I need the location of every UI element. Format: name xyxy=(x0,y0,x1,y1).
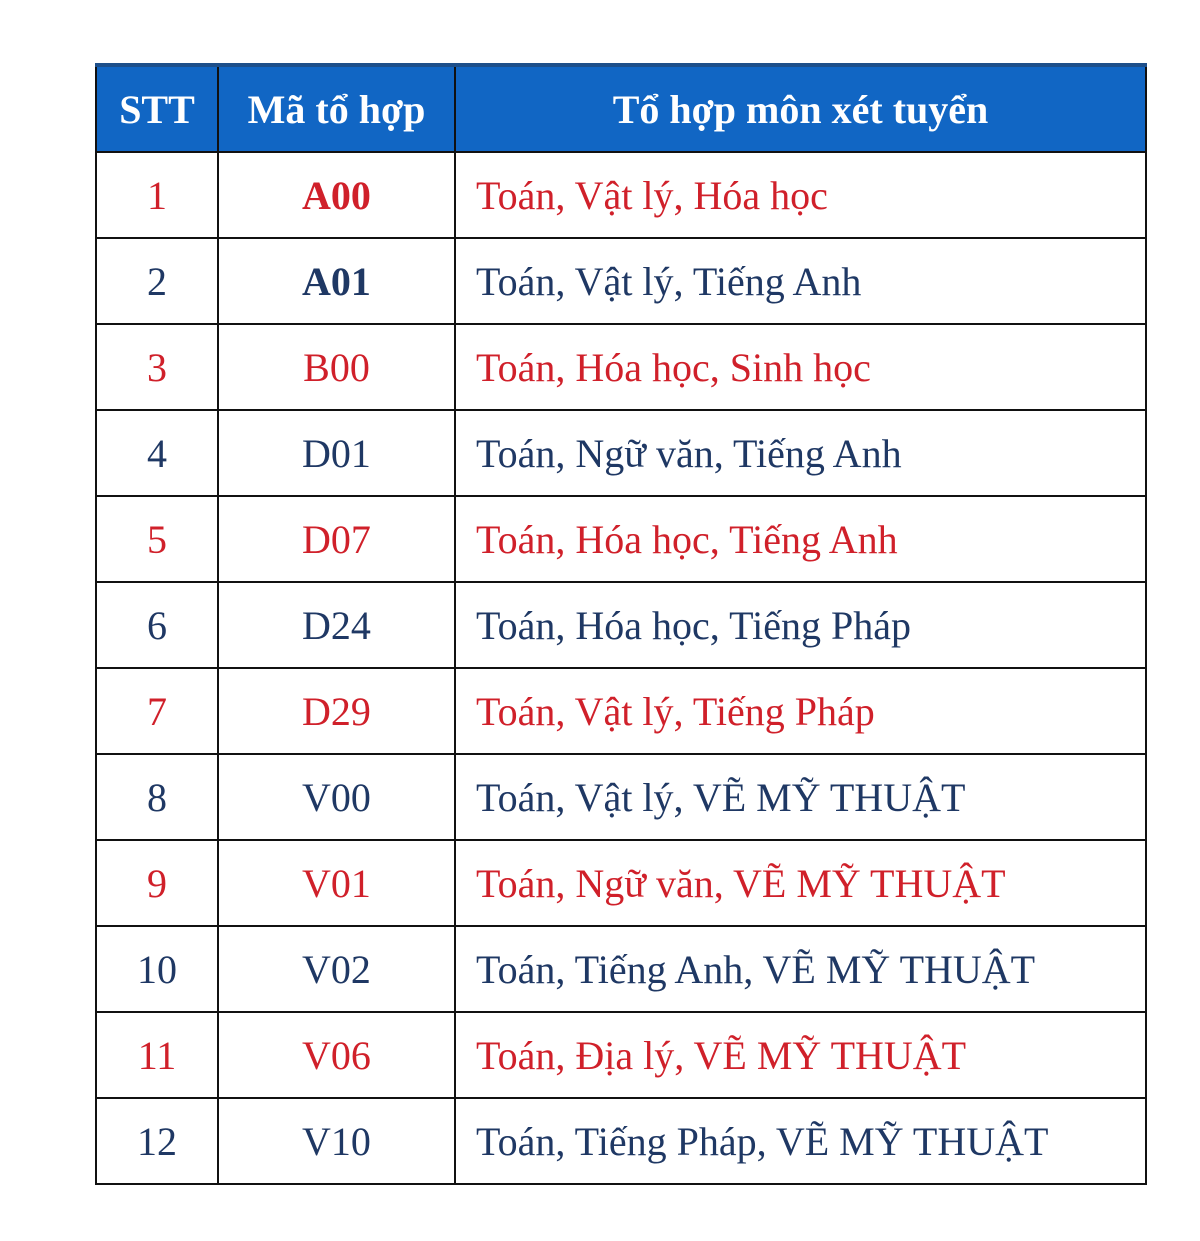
table-row xyxy=(96,1098,1146,1184)
cell-subjects: Toán, Ngữ văn, VẼ MỸ THUẬT xyxy=(455,840,1146,926)
cell-code: V01 xyxy=(218,840,455,926)
cell-code: A00 xyxy=(218,152,455,238)
cell-subjects: Toán, Vật lý, Hóa học xyxy=(455,152,1146,238)
cell-subjects: Toán, Vật lý, Tiếng Pháp xyxy=(455,668,1146,754)
cell-stt: 12 xyxy=(96,1098,218,1184)
cell-code: V06 xyxy=(218,1012,455,1098)
cell-code: V02 xyxy=(218,926,455,1012)
table-row xyxy=(96,324,1146,410)
cell-subjects: Toán, Tiếng Pháp, VẼ MỸ THUẬT xyxy=(455,1098,1146,1184)
cell-subjects: Toán, Hóa học, Tiếng Pháp xyxy=(455,582,1146,668)
cell-subjects: Toán, Hóa học, Tiếng Anh xyxy=(455,496,1146,582)
table-header xyxy=(96,65,1146,152)
cell-stt: 7 xyxy=(96,668,218,754)
cell-subjects: Toán, Vật lý, VẼ MỸ THUẬT xyxy=(455,754,1146,840)
table-row xyxy=(96,496,1146,582)
header-stt: STT xyxy=(96,65,218,152)
table-row xyxy=(96,840,1146,926)
header-subjects: Tổ hợp môn xét tuyển xyxy=(455,65,1146,152)
cell-stt: 3 xyxy=(96,324,218,410)
cell-code: A01 xyxy=(218,238,455,324)
cell-stt: 11 xyxy=(96,1012,218,1098)
header-code: Mã tổ hợp xyxy=(218,65,455,152)
cell-subjects: Toán, Tiếng Anh, VẼ MỸ THUẬT xyxy=(455,926,1146,1012)
table-row xyxy=(96,1012,1146,1098)
cell-code: D24 xyxy=(218,582,455,668)
cell-stt: 2 xyxy=(96,238,218,324)
cell-code: D29 xyxy=(218,668,455,754)
table-row xyxy=(96,926,1146,1012)
cell-subjects: Toán, Hóa học, Sinh học xyxy=(455,324,1146,410)
table-row xyxy=(96,238,1146,324)
combination-table-container xyxy=(95,63,1145,1185)
table-row xyxy=(96,410,1146,496)
cell-code: V00 xyxy=(218,754,455,840)
combination-table xyxy=(95,63,1147,1185)
table-body xyxy=(96,152,1146,1184)
cell-stt: 4 xyxy=(96,410,218,496)
cell-stt: 1 xyxy=(96,152,218,238)
cell-stt: 5 xyxy=(96,496,218,582)
header-row xyxy=(96,65,1146,152)
table-row xyxy=(96,754,1146,840)
cell-code: B00 xyxy=(218,324,455,410)
cell-stt: 6 xyxy=(96,582,218,668)
cell-subjects: Toán, Ngữ văn, Tiếng Anh xyxy=(455,410,1146,496)
table-row xyxy=(96,668,1146,754)
cell-subjects: Toán, Địa lý, VẼ MỸ THUẬT xyxy=(455,1012,1146,1098)
cell-code: V10 xyxy=(218,1098,455,1184)
cell-code: D01 xyxy=(218,410,455,496)
cell-code: D07 xyxy=(218,496,455,582)
cell-stt: 8 xyxy=(96,754,218,840)
cell-subjects: Toán, Vật lý, Tiếng Anh xyxy=(455,238,1146,324)
table-row xyxy=(96,582,1146,668)
table-row xyxy=(96,152,1146,238)
cell-stt: 10 xyxy=(96,926,218,1012)
cell-stt: 9 xyxy=(96,840,218,926)
